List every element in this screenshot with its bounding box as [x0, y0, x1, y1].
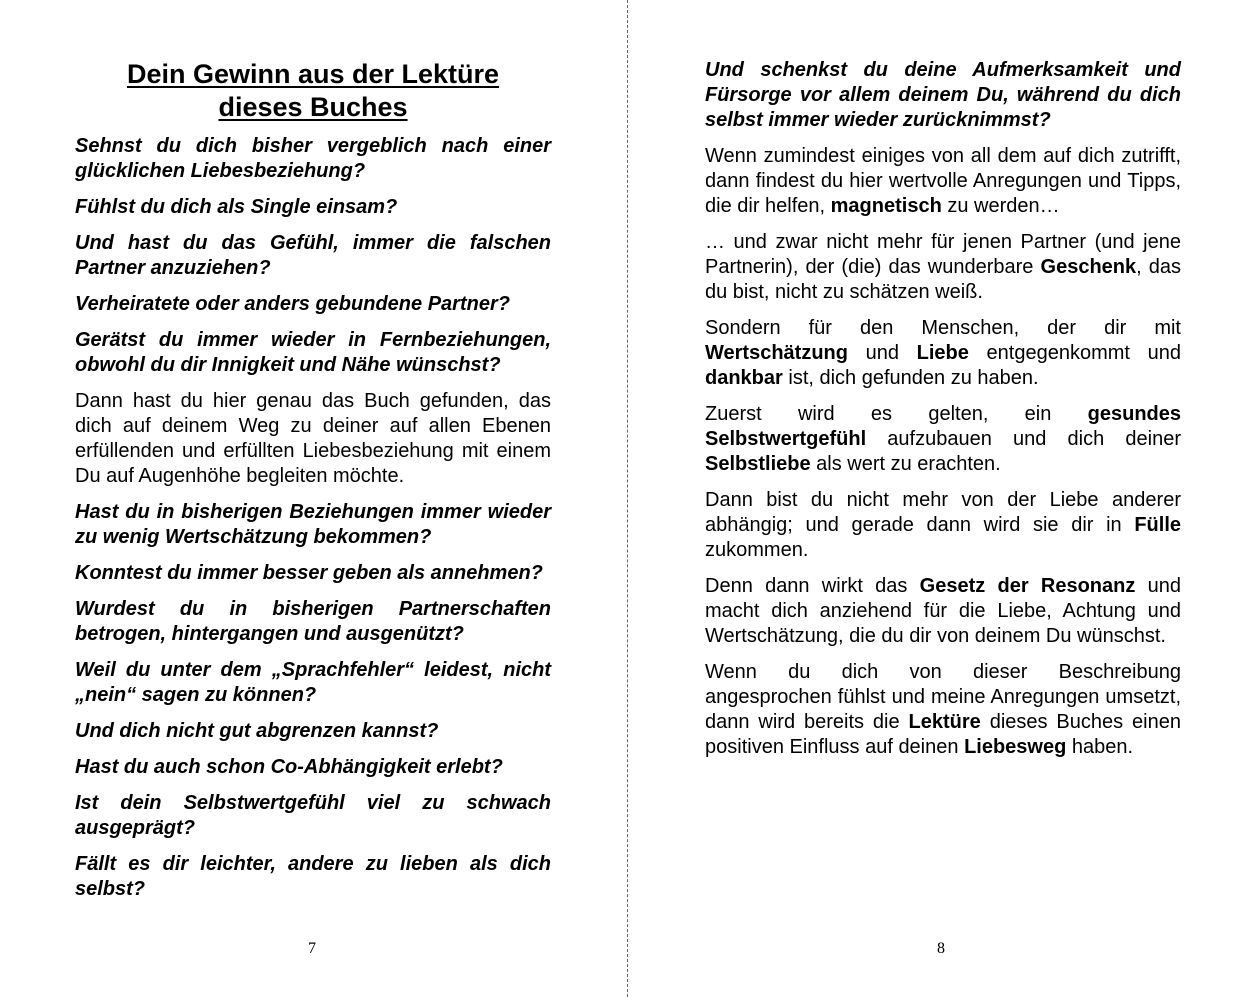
- question-paragraph: Und schenkst du deine Aufmerksamkeit und Fürsorge vor allem deinem Du, während du dich selbst immer wieder zurücknimmst?: [705, 59, 1181, 131]
- question-paragraph: Und hast du das Gefühl, immer die falschen Partner anzuziehen?: [75, 232, 551, 279]
- body-paragraph: … und zwar nicht mehr für jenen Partner (und jene Partnerin), der (die) das wunderbare Geschenk, das du bist, nicht zu schätzen weiß.: [705, 231, 1181, 303]
- body-paragraph: Wenn du dich von dieser Beschreibung angesprochen fühlst und meine Anregungen umsetzt, dann wird bereits die Lektüre dieses Buches einen positiven Einfluss auf deinen Liebesweg haben.: [705, 661, 1181, 758]
- question-paragraph: Verheiratete oder anders gebundene Partner?: [75, 293, 510, 315]
- answer-paragraph: Dann hast du hier genau das Buch gefunden, das dich auf deinem Weg zu deiner auf allen Ebenen erfüllenden und erfüllten Liebesbeziehung mit einem Du auf Augenhöhe begleiten möchte.: [75, 390, 551, 487]
- left-text-column: [75, 58, 551, 913]
- page-number: 7: [308, 940, 316, 957]
- body-paragraph: Sondern für den Menschen, der dir mit Wertschätzung und Liebe entgegenkommt und dankbar ist, dich gefunden zu haben.: [705, 317, 1181, 389]
- right-text-column: [705, 58, 1181, 771]
- question-paragraph: Hast du in bisherigen Beziehungen immer wieder zu wenig Wertschätzung bekommen?: [75, 501, 551, 548]
- body-paragraph: Dann bist du nicht mehr von der Liebe anderer abhängig; und gerade dann wird sie dir in Fülle zukommen.: [705, 489, 1181, 561]
- body-paragraph: Zuerst wird es gelten, ein gesundes Selbstwertgefühl aufzubauen und dich deiner Selbstliebe als wert zu erachten.: [705, 403, 1181, 475]
- question-paragraph: Weil du unter dem „Sprachfehler“ leidest, nicht „nein“ sagen zu können?: [75, 659, 551, 706]
- question-paragraph: Fällt es dir leichter, andere zu lieben als dich selbst?: [75, 853, 551, 900]
- question-paragraph: Fühlst du dich als Single einsam?: [75, 196, 398, 218]
- question-paragraph: Hast du auch schon Co-Abhängigkeit erlebt?: [75, 756, 503, 778]
- question-paragraph: Und dich nicht gut abgrenzen kannst?: [75, 720, 439, 742]
- page-divider: [627, 0, 628, 997]
- question-paragraph: Konntest du immer besser geben als annehmen?: [75, 562, 543, 584]
- question-paragraph: Ist dein Selbstwertgefühl viel zu schwach ausgeprägt?: [75, 792, 551, 839]
- page-number: 8: [937, 940, 945, 957]
- question-paragraph: Gerätst du immer wieder in Fernbeziehungen, obwohl du dir Innigkeit und Nähe wünschst?: [75, 329, 551, 376]
- body-paragraph: Denn dann wirkt das Gesetz der Resonanz und macht dich anziehend für die Liebe, Achtung und Wertschätzung, die du dir von deinem Du wünschst.: [705, 575, 1181, 647]
- question-paragraph: Wurdest du in bisherigen Partnerschaften betrogen, hintergangen und ausgenützt?: [75, 598, 551, 645]
- right-page: [629, 0, 1248, 997]
- body-paragraph: Wenn zumindest einiges von all dem auf dich zutrifft, dann findest du hier wertvolle Anregungen und Tipps, die dir helfen, magnetisch zu werden…: [705, 145, 1181, 217]
- chapter-title: Dein Gewinn aus der Lektüre dieses Buches: [126, 59, 500, 122]
- question-paragraph: Sehnst du dich bisher vergeblich nach einer glücklichen Liebesbeziehung?: [75, 135, 551, 182]
